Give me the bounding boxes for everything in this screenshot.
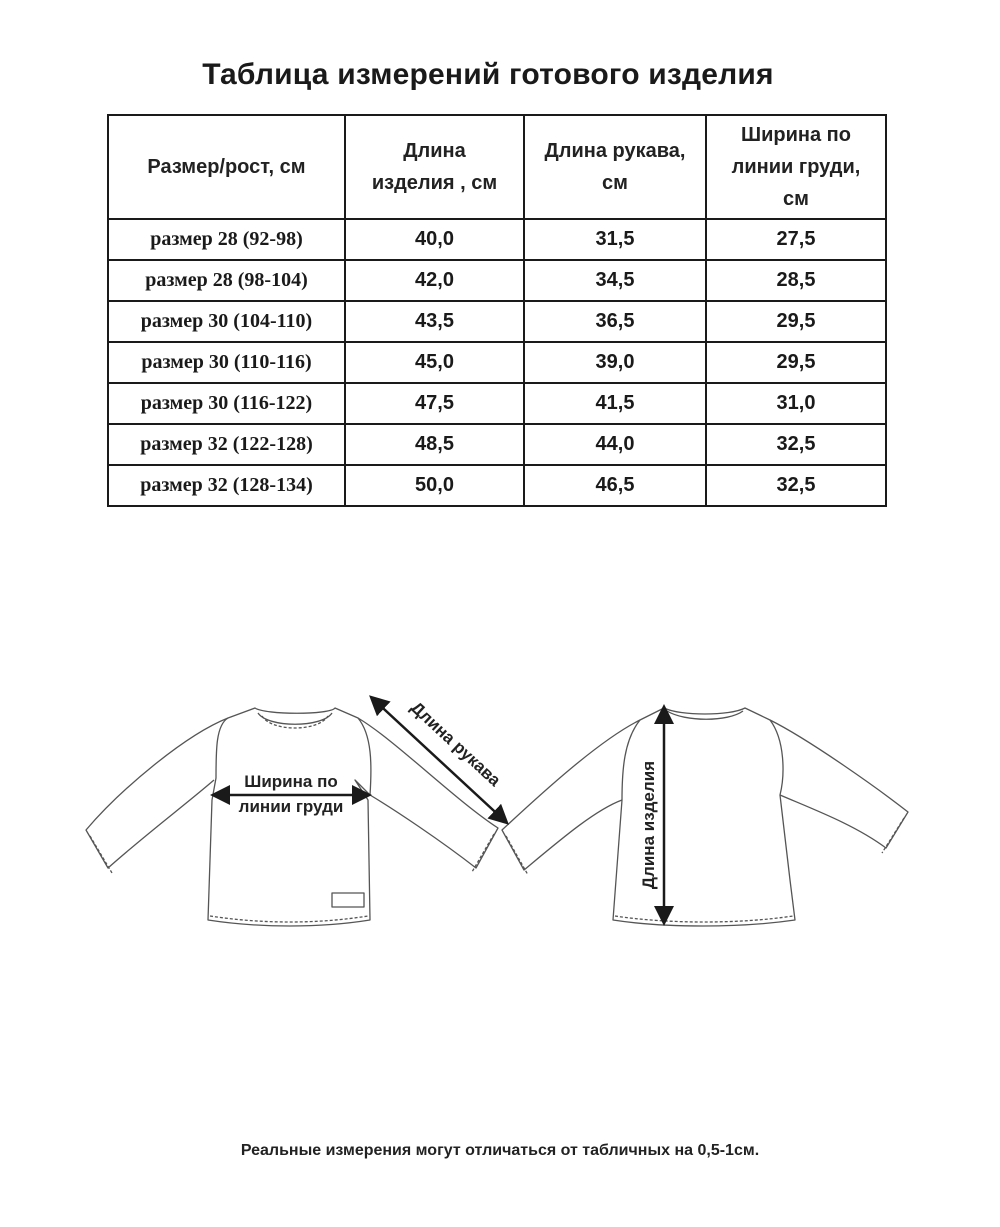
- chest-cell: 27,5: [706, 219, 886, 260]
- footnote: Реальные измерения могут отличаться от табличных на 0,5-1см.: [240, 1142, 760, 1159]
- column-header-size: Размер/рост, см: [108, 115, 345, 219]
- back-shirt-drawing: [502, 708, 908, 926]
- sleeve-cell: 44,0: [524, 424, 706, 465]
- length-cell: 48,5: [345, 424, 524, 465]
- length-cell: 43,5: [345, 301, 524, 342]
- sleeve-cell: 41,5: [524, 383, 706, 424]
- sleeve-cell: 39,0: [524, 342, 706, 383]
- garment-diagram: [0, 680, 1000, 940]
- chest-width-label-line2: линии груди: [238, 797, 344, 816]
- chest-cell: 31,0: [706, 383, 886, 424]
- size-cell: размер 30 (116-122): [108, 383, 345, 424]
- length-cell: 50,0: [345, 465, 524, 506]
- length-cell: 42,0: [345, 260, 524, 301]
- size-cell: размер 32 (122-128): [108, 424, 345, 465]
- size-cell: размер 32 (128-134): [108, 465, 345, 506]
- garment-length-measurement: [639, 708, 664, 922]
- chest-cell: 32,5: [706, 465, 886, 506]
- size-cell: размер 30 (110-116): [108, 342, 345, 383]
- chest-width-label-line1: Ширина по: [244, 772, 338, 791]
- table-row: [108, 342, 886, 383]
- size-cell: размер 30 (104-110): [108, 301, 345, 342]
- size-cell: размер 28 (98-104): [108, 260, 345, 301]
- table-row: [108, 301, 886, 342]
- length-cell: 47,5: [345, 383, 524, 424]
- front-shirt-drawing: [86, 708, 498, 926]
- size-table: [107, 114, 887, 507]
- garment-length-label: Длина изделия: [639, 760, 658, 890]
- size-cell: размер 28 (92-98): [108, 219, 345, 260]
- sleeve-length-measurement: [372, 698, 506, 822]
- chest-cell: 32,5: [706, 424, 886, 465]
- chest-cell: 29,5: [706, 342, 886, 383]
- column-header-chest: Ширина по линии груди, см: [706, 115, 886, 219]
- table-row: [108, 383, 886, 424]
- table-row: [108, 219, 886, 260]
- length-cell: 40,0: [345, 219, 524, 260]
- sleeve-cell: 36,5: [524, 301, 706, 342]
- sleeve-cell: 46,5: [524, 465, 706, 506]
- column-header-sleeve: Длина рукава, см: [524, 115, 706, 219]
- column-header-length: Длина изделия , см: [345, 115, 524, 219]
- table-row: [108, 260, 886, 301]
- table-row: [108, 424, 886, 465]
- chest-width-measurement: [214, 772, 368, 816]
- chest-cell: 28,5: [706, 260, 886, 301]
- chest-cell: 29,5: [706, 301, 886, 342]
- sleeve-cell: 31,5: [524, 219, 706, 260]
- sleeve-cell: 34,5: [524, 260, 706, 301]
- table-row: [108, 465, 886, 506]
- length-cell: 45,0: [345, 342, 524, 383]
- table-header-row: [108, 115, 886, 219]
- page-title: Таблица измерений готового изделия: [202, 58, 774, 91]
- sleeve-length-label: Длина рукава: [407, 697, 505, 791]
